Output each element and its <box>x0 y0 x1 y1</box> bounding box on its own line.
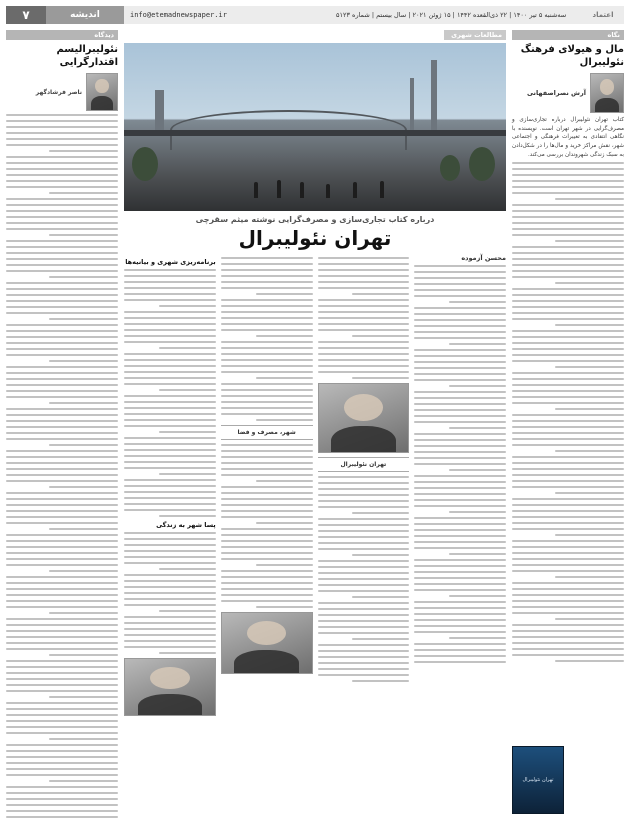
center-subhead-1: برنامه‌ریزی شهری و بیانیه‌ها <box>125 258 216 266</box>
interview-photo-1 <box>318 383 410 453</box>
right-text-lines <box>512 162 624 662</box>
rubric-left: دیدگاه <box>6 30 118 40</box>
section-name: اندیشه <box>46 6 124 24</box>
book-cover-image: تهران نئولیبرال <box>512 746 564 814</box>
email-address[interactable]: info@etemadnewspaper.ir <box>124 6 332 24</box>
dateline: سه‌شنبه ۵ تیر ۱۴۰۰ | ۲۲ ذی‌القعده ۱۴۴۲ | ۱۵ ژوئن ۲۰۲۱ | سال بیستم | شماره ۵۱۲۳ <box>332 6 582 24</box>
right-column <box>512 30 624 814</box>
right-author-box <box>512 73 624 113</box>
right-headline: مال و هیولای فرهنگ نئولیبرال <box>520 44 624 68</box>
masthead-bar <box>6 6 624 24</box>
left-headline: نئولیبرالیسم اقتدارگرایی <box>56 44 118 68</box>
center-author: محسن آزموده <box>461 254 506 262</box>
left-author-name: ناصر فرشادگهر <box>35 88 82 96</box>
author-photo <box>590 73 624 113</box>
newspaper-logo: اعتماد <box>582 6 624 24</box>
right-author-name: آرش نصراصفهانی <box>526 89 586 97</box>
page-number: ۷ <box>6 6 46 24</box>
pull-quote-2: شهر، مصرف و فضا <box>221 425 313 440</box>
article-title: تهران نئولیبرال <box>238 226 392 250</box>
center-feature <box>124 30 506 814</box>
rubric-right: نگاه <box>512 30 624 40</box>
center-subhead-2: پسا شهر به زندگی <box>156 521 216 529</box>
center-col-1 <box>414 254 506 716</box>
pull-quote-1: تهران نئولیبرال <box>318 457 410 472</box>
author-photo-bottom <box>124 658 216 716</box>
center-col-4 <box>124 254 216 716</box>
center-col-3 <box>221 254 313 716</box>
left-text-lines <box>6 114 118 820</box>
center-col-2 <box>318 254 410 716</box>
right-body-text: کتاب تهران نئولیبرال درباره تجاری‌سازی و مصرف‌گرایی در شهر تهران است. نویسنده با نگاهی انتقادی به تغییرات فرهنگی و اجتماعی شهر، نقش مراکز خرید و مال‌ها را در شکل‌دادن به سبک زندگی شهروندان بررسی می‌کند. <box>512 117 624 158</box>
article-kicker: درباره کتاب تجاری‌سازی و مصرف‌گرایی نوشته میثم سقرچی <box>195 215 435 224</box>
rubric-center: مطالعات شهری <box>444 30 506 40</box>
left-author-photo <box>86 73 118 111</box>
left-author-box <box>6 73 118 111</box>
interview-photo-2 <box>221 612 313 674</box>
center-text-columns <box>124 254 506 716</box>
left-column <box>6 30 118 814</box>
hero-photo-tehran-bridge <box>124 43 506 211</box>
